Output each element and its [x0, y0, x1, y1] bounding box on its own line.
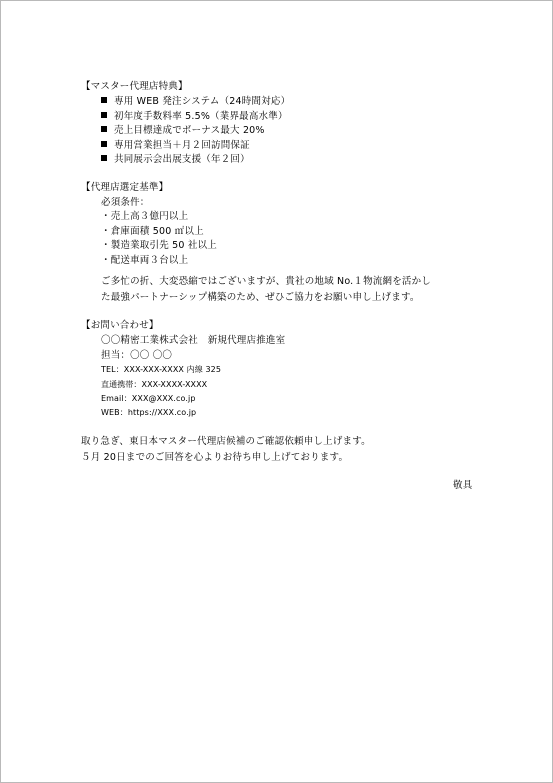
benefit-item [101, 95, 290, 109]
criteria-item: ・倉庫面積 500 ㎡以上 [101, 226, 204, 237]
required-label: 必須条件： [101, 197, 150, 208]
contact-web: WEB：https://XXX.co.jp [101, 408, 197, 417]
benefit-item [101, 139, 250, 153]
bullet-square-icon [101, 126, 107, 132]
contact-company: 〇〇精密工業株式会社 新規代理店推進室 [101, 335, 286, 346]
contact-tel: TEL：XXX-XXX-XXXX 内線 325 [101, 365, 222, 374]
contact-mobile: 直通携帯：XXX-XXXX-XXXX [101, 380, 208, 389]
request-message-line: ご多忙の折、大変恐縮ではございますが、貴社の地域 No.１物流網を活かし [101, 276, 431, 287]
bullet-square-icon [101, 155, 107, 161]
criteria-item: ・配送車両３台以上 [101, 255, 189, 266]
bullet-square-icon [101, 97, 107, 103]
request-message-line: た最強パートナーシップ構築のため、ぜひご協力をお願い申し上げます。 [101, 292, 420, 303]
bullet-square-icon [101, 141, 107, 147]
criteria-heading: 【代理店選定基準】 [81, 182, 169, 193]
criteria-item: ・製造業取引先 50 社以上 [101, 240, 217, 251]
benefit-text: 初年度手数料率 5.5%（業界最高水準） [114, 111, 288, 122]
benefit-item [101, 110, 288, 124]
closing-line: 取り急ぎ、東日本マスター代理店候補のご確認依頼申し上げます。 [81, 436, 371, 447]
closing-line: ５月 20日までのご回答を心よりお待ち申し上げております。 [81, 452, 349, 463]
contact-heading: 【お問い合わせ】 [81, 320, 159, 331]
benefit-text: 専用 WEB 発注システム（24時間対応） [114, 96, 291, 107]
benefit-text: 専用営業担当＋月２回訪問保証 [114, 140, 250, 151]
criteria-item: ・売上高３億円以上 [101, 211, 189, 222]
contact-person: 担当：〇〇 〇〇 [101, 350, 173, 361]
closing-sign: 敬具 [453, 480, 473, 491]
contact-email: Email：XXX@XXX.co.jp [101, 394, 196, 403]
benefit-text: 共同展示会出展支援（年２回） [114, 154, 250, 165]
benefits-heading: 【マスター代理店特典】 [81, 81, 188, 92]
benefit-item [101, 124, 265, 138]
bullet-square-icon [101, 112, 107, 118]
benefit-item [101, 153, 250, 167]
benefit-text: 売上目標達成でボーナス最大 20% [114, 125, 265, 136]
